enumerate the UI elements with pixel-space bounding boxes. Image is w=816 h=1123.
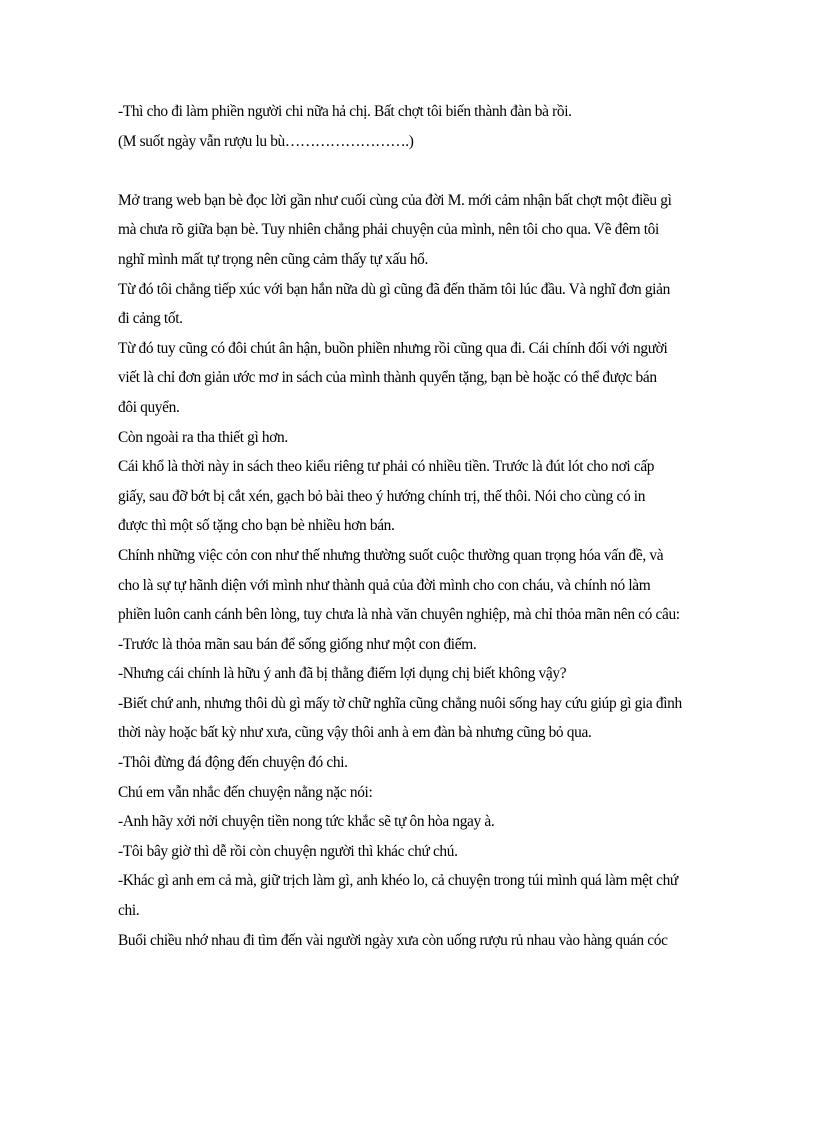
text-line: chi. [118, 902, 140, 920]
text-line: Chú em vẫn nhắc đến chuyện nằng nặc nói: [118, 783, 373, 801]
text-line: Buổi chiều nhớ nhau đi tìm đến vài người ngày xưa còn uống rượu rủ nhau vào hàng quán cóc [118, 931, 668, 949]
text-line: -Anh hãy xởi nởi chuyện tiền nong tức khắc sẽ tự ôn hòa ngay à. [118, 813, 495, 831]
text-line: Mở trang web bạn bè đọc lời gần như cuối cùng của đời M. mới cảm nhận bất chợt một điều gì [118, 191, 672, 209]
text-line: đôi quyển. [118, 398, 180, 416]
text-line: Chính những việc cỏn con như thế nhưng thường suốt cuộc thường quan trọng hóa vấn đề, và [118, 546, 664, 564]
text-line: Cái khổ là thời này in sách theo kiểu riêng tư phải có nhiều tiền. Trước là đút lót cho nơi cấp [118, 458, 655, 476]
text-line: -Nhưng cái chính là hữu ý anh đã bị thằng điếm lợi dụng chị biết không vậy? [118, 665, 567, 683]
text-line: Còn ngoài ra tha thiết gì hơn. [118, 428, 288, 446]
text-line: -Tôi bây giờ thì dễ rồi còn chuyện người thì khác chứ chú. [118, 842, 458, 860]
text-line: viết là chỉ đơn giản ước mơ in sách của mình thành quyển tặng, bạn bè hoặc có thể được bán [118, 369, 657, 387]
text-line: phiền luôn canh cánh bên lòng, tuy chưa là nhà văn chuyên nghiệp, mà chỉ thỏa mãn nên có câu: [118, 606, 680, 624]
text-line: giấy, sau đỡ bớt bị cắt xén, gạch bỏ bài theo ý hướng chính trị, thế thôi. Nói cho cùng có in [118, 487, 646, 505]
text-line: được thì một số tặng cho bạn bè nhiều hơn bán. [118, 517, 395, 535]
text-line: -Khác gì anh em cả mà, giữ trịch làm gì, anh khéo lo, cả chuyện trong túi mình quá làm mệt chứ [118, 872, 678, 890]
blank-line [118, 156, 708, 186]
text-line: -Trước là thỏa mãn sau bán để sống giống như một con điếm. [118, 635, 477, 653]
text-line: Từ đó tuy cũng có đôi chút ân hận, buồn phiền nhưng rồi cũng qua đi. Cái chính đối với người [118, 339, 668, 357]
text-line: (M suốt ngày vẫn rượu lu bù…………………….) [118, 132, 414, 150]
text-line: nghĩ mình mất tự trọng nên cũng cảm thấy tự xấu hổ. [118, 250, 429, 268]
text-line: -Thì cho đi làm phiền người chi nữa hả chị. Bất chợt tôi biến thành đàn bà rồi. [118, 103, 572, 120]
text-line: mà chưa rõ giữa bạn bè. Tuy nhiên chẳng phải chuyện của mình, nên tôi cho qua. Về đêm tôi [118, 221, 659, 239]
document-body [118, 97, 708, 955]
text-line: Từ đó tôi chẳng tiếp xúc với bạn hắn nữa dù gì cũng đã đến thăm tôi lúc đầu. Và nghĩ đơn giản [118, 280, 670, 298]
text-line: -Biết chứ anh, nhưng thôi dù gì mấy tờ chữ nghĩa cũng chẳng nuôi sống hay cứu giúp gì gia đình [118, 694, 682, 712]
text-line: đi cảng tốt. [118, 310, 183, 328]
text-line: cho là sự tự hãnh diện với mình như thành quả của đời mình cho con cháu, và chính nó làm [118, 576, 651, 594]
text-line: thời này hoặc bất kỳ như xưa, cũng vậy thôi anh à em đàn bà nhưng cũng bỏ qua. [118, 724, 592, 742]
text-line: -Thôi đừng đá động đến chuyện đó chi. [118, 754, 348, 772]
